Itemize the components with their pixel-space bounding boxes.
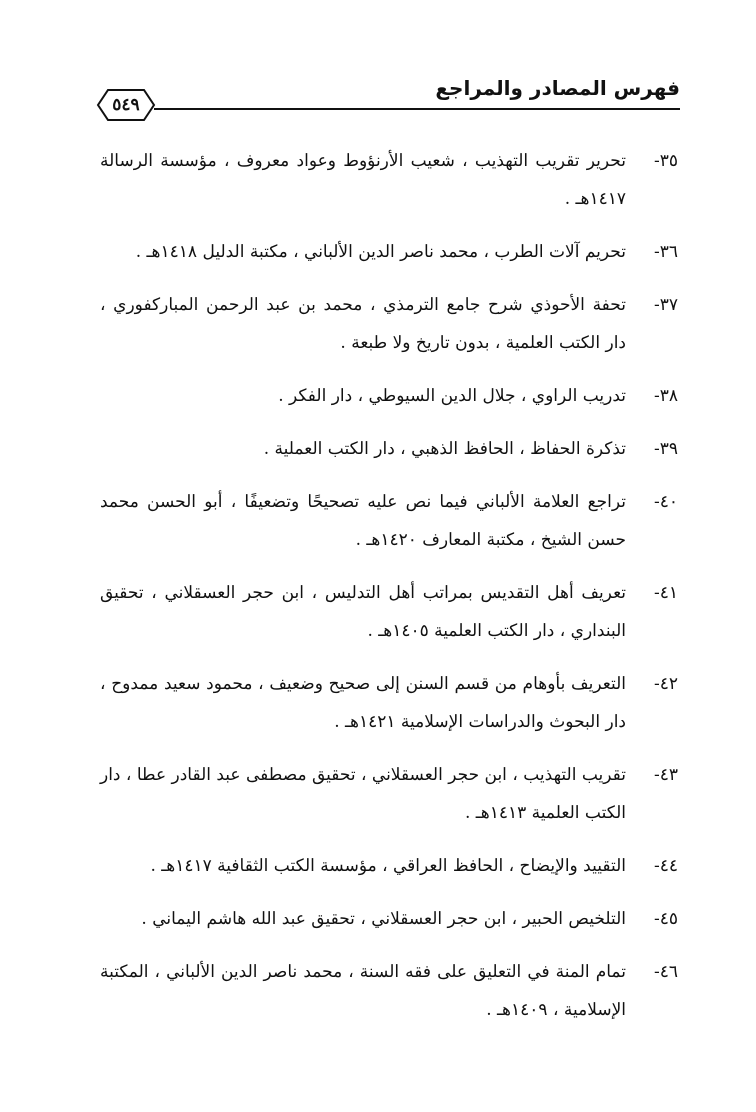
- entry-text: تراجع العلامة الألباني فيما نص عليه تصحيحًا وتضعيفًا ، أبو الحسن محمد حسن الشيخ ، مكتبة المعارف ١٤٢٠هـ .: [100, 492, 626, 550]
- reference-entry: [100, 286, 678, 362]
- references-list: [100, 142, 678, 1044]
- reference-entry: [100, 665, 678, 741]
- entry-text: التلخيص الحبير ، ابن حجر العسقلاني ، تحقيق عبد الله هاشم اليماني .: [141, 909, 626, 929]
- entry-text: تدريب الراوي ، جلال الدين السيوطي ، دار الفكر .: [278, 386, 626, 406]
- entry-number: ٣٥-: [653, 151, 678, 171]
- header-title: فهرس المصادر والمراجع: [435, 76, 680, 100]
- reference-entry: [100, 756, 678, 832]
- entry-text: تقريب التهذيب ، ابن حجر العسقلاني ، تحقيق مصطفى عبد القادر عطا ، دار الكتب العلمية ١٤١٣هـ .: [100, 765, 626, 823]
- entry-number: ٤٤-: [653, 856, 678, 876]
- entry-text: تحرير تقريب التهذيب ، شعيب الأرنؤوط وعواد معروف ، مؤسسة الرسالة ١٤١٧هـ .: [100, 151, 626, 209]
- entry-number: ٣٨-: [653, 386, 678, 406]
- entry-number: ٣٦-: [653, 242, 678, 262]
- reference-entry: [100, 377, 678, 415]
- reference-entry: [100, 847, 678, 885]
- page-number: ٥٤٩: [112, 95, 140, 115]
- entry-text: تمام المنة في التعليق على فقه السنة ، محمد ناصر الدين الألباني ، المكتبة الإسلامية ، ١٤٠٩هـ .: [100, 962, 626, 1020]
- header-rule: [154, 108, 680, 110]
- entry-number: ٤٦-: [653, 962, 678, 982]
- entry-number: ٤٣-: [653, 765, 678, 785]
- entry-text: تحفة الأحوذي شرح جامع الترمذي ، محمد بن عبد الرحمن المباركفوري ، دار الكتب العلمية ، بدون تاريخ ولا طبعة .: [100, 295, 626, 353]
- reference-entry: [100, 233, 678, 271]
- entry-text: تعريف أهل التقديس بمراتب أهل التدليس ، ابن حجر العسقلاني ، تحقيق البنداري ، دار الكتب العلمية ١٤٠٥هـ .: [100, 583, 626, 641]
- entry-number: ٤٥-: [653, 909, 678, 929]
- reference-entry: [100, 142, 678, 218]
- entry-text: التعريف بأوهام من قسم السنن إلى صحيح وضعيف ، محمود سعيد ممدوح ، دار البحوث والدراسات الإسلامية ١٤٢١هـ .: [100, 674, 626, 732]
- reference-entry: [100, 953, 678, 1029]
- entry-text: تحريم آلات الطرب ، محمد ناصر الدين الألباني ، مكتبة الدليل ١٤١٨هـ .: [135, 242, 626, 262]
- entry-number: ٤١-: [653, 583, 678, 603]
- reference-entry: [100, 900, 678, 938]
- entry-text: التقييد والإيضاح ، الحافظ العراقي ، مؤسسة الكتب الثقافية ١٤١٧هـ .: [150, 856, 626, 876]
- entry-text: تذكرة الحفاظ ، الحافظ الذهبي ، دار الكتب العملية .: [263, 439, 626, 459]
- entry-number: ٣٧-: [653, 295, 678, 315]
- reference-entry: [100, 430, 678, 468]
- reference-entry: [100, 574, 678, 650]
- running-header: [96, 68, 680, 122]
- entry-number: ٤٠-: [653, 492, 678, 512]
- page-number-badge: [96, 88, 156, 122]
- entry-number: ٣٩-: [653, 439, 678, 459]
- entry-number: ٤٢-: [653, 674, 678, 694]
- reference-entry: [100, 483, 678, 559]
